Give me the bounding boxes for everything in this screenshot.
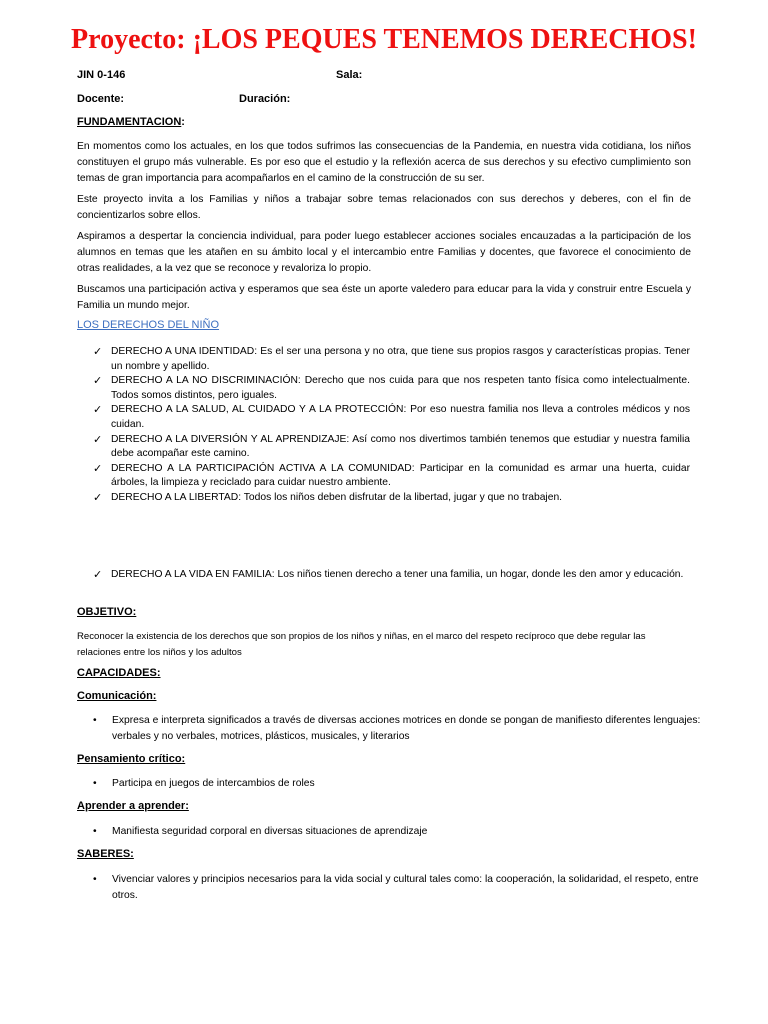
pensamiento-item-text: Participa en juegos de intercambios de roles	[112, 778, 315, 789]
derechos-list-continued	[90, 567, 690, 583]
derecho-text: DERECHO A LA PARTICIPACIÓN ACTIVA A LA COMUNIDAD: Participar en la comunidad es armar una huerta, cuidar árboles, la limpieza y reciclado para cuidar nuestro ambiente.	[111, 462, 690, 489]
comunicacion-item	[93, 713, 710, 745]
comunicacion-item-text: Expresa e interpreta significados a través de diversas acciones motrices en donde se pongan de manifiesto diferentes lenguajes: verbales y no verbales, motrices, plásticos, musicales, y literarios	[112, 715, 701, 742]
aprender-item	[93, 824, 710, 840]
derecho-text: DERECHO A LA DIVERSIÓN Y AL APRENDIZAJE: Así como nos divertimos también tenemos que estudiar y nuestra familia debe acompañar este camino.	[111, 433, 690, 460]
sala-label: Sala:	[336, 69, 363, 81]
check-icon: ✓	[93, 569, 103, 581]
bullet-icon: •	[93, 715, 97, 726]
pensamiento-heading: Pensamiento crítico:	[77, 753, 186, 765]
check-icon: ✓	[93, 375, 103, 388]
derecho-item	[90, 345, 690, 374]
objetivo-heading: OBJETIVO:	[77, 606, 137, 618]
aprender-heading: Aprender a aprender:	[77, 800, 189, 812]
derecho-item	[90, 403, 690, 432]
saberes-item	[93, 872, 710, 904]
derecho-item	[90, 374, 690, 403]
fundamentacion-paragraph-2: Este proyecto invita a los Familias y niños a trabajar sobre temas relacionados con sus derechos y deberes, con el fin de concientizarlos sobre ellos.	[77, 194, 691, 221]
saberes-heading: SABERES:	[77, 848, 134, 860]
duracion-label: Duración:	[239, 93, 291, 105]
fundamentacion-heading-colon: :	[181, 116, 185, 128]
derecho-text: DERECHO A LA SALUD, AL CUIDADO Y A LA PROTECCIÓN: Por eso nuestra familia nos lleva a controles médicos y nos cuidan.	[111, 404, 690, 430]
document-title: Proyecto: ¡LOS PEQUES TENEMOS DERECHOS!	[71, 24, 697, 55]
derecho-item	[90, 433, 690, 462]
fundamentacion-paragraph-3: Aspiramos a despertar la conciencia individual, para poder luego establecer acciones sociales encauzadas a la participación de los alumnos en temas que les atañen en su ámbito local y el intercambio entre Familias y docentes, que favorece el conocimiento de otras realidades, a la vez que se reconoce y revaloriza lo propio.	[77, 231, 691, 274]
comunicacion-heading: Comunicación:	[77, 690, 157, 702]
derecho-text: DERECHO A LA LIBERTAD: Todos los niños deben disfrutar de la libertad, jugar y que no trabajen.	[111, 491, 563, 503]
fundamentacion-heading	[77, 116, 185, 128]
bullet-icon: •	[93, 778, 97, 789]
fundamentacion-paragraph-4: Buscamos una participación activa y esperamos que sea éste un aporte valedero para educar para la vida y construir entre Escuela y Familia un mundo mejor.	[77, 284, 691, 311]
derechos-heading: LOS DERECHOS DEL NIÑO	[77, 319, 220, 331]
derecho-text: DERECHO A LA NO DISCRIMINACIÓN: Derecho que nos cuida para que nos respeten tanto física como intelectualmente. Todos somos distintos, pero iguales.	[111, 375, 690, 401]
derecho-item	[90, 462, 690, 491]
pensamiento-item	[93, 776, 710, 792]
derecho-text: DERECHO A UNA IDENTIDAD: Es el ser una persona y no otra, que tiene sus propios rasgos y características propias. Tener un nombre y apellido.	[111, 346, 690, 372]
check-icon: ✓	[93, 404, 103, 417]
bullet-icon: •	[93, 874, 97, 885]
derechos-list	[90, 345, 690, 506]
fundamentacion-paragraph-1: En momentos como los actuales, en los que todos sufrimos las consecuencias de la Pandemia, en nuestra vida cotidiana, los niños constituyen el grupo más vulnerable. Es por eso que el estudio y la reflexión acerca de sus derechos y su efectivo cumplimiento son temas de gran importancia para acompañarlos en el camino de la construcción de su ser.	[77, 141, 691, 184]
fundamentacion-heading-text: FUNDAMENTACION	[77, 116, 182, 128]
check-icon: ✓	[93, 491, 103, 504]
objetivo-text: Reconocer la existencia de los derechos que son propios de los niños y niñas, en el marco del respeto recíproco que debe regular las relaciones entre los niños y los adultos	[77, 631, 646, 658]
derecho-text: DERECHO A LA VIDA EN FAMILIA: Los niños tienen derecho a tener una familia, un hogar, donde les den amor y educación.	[111, 569, 684, 580]
jin-label: JIN 0-146	[77, 69, 126, 81]
saberes-item-text: Vivenciar valores y principios necesarios para la vida social y cultural tales como: la cooperación, la solidaridad, el respeto, entre otros.	[112, 874, 699, 901]
check-icon: ✓	[93, 346, 103, 358]
docente-label: Docente:	[77, 93, 125, 105]
derecho-item	[90, 491, 690, 506]
bullet-icon: •	[93, 826, 97, 837]
derecho-item	[90, 567, 690, 583]
check-icon: ✓	[93, 433, 103, 446]
capacidades-heading: CAPACIDADES:	[77, 667, 161, 679]
aprender-item-text: Manifiesta seguridad corporal en diversas situaciones de aprendizaje	[112, 826, 428, 837]
check-icon: ✓	[93, 462, 103, 475]
